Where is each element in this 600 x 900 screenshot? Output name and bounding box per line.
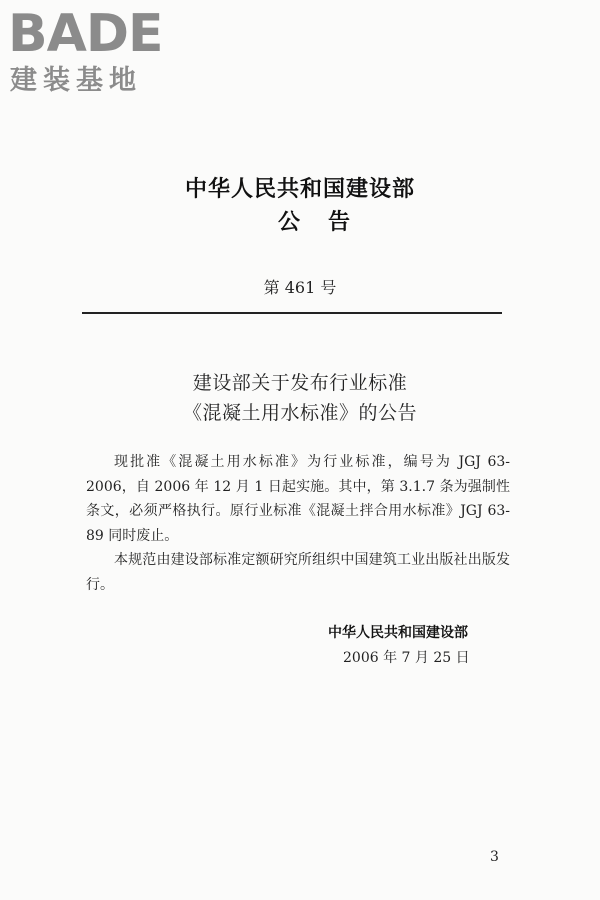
- body-paragraph-1: 现批准《混凝土用水标准》为行业标准，编号为 JGJ 63-2006，自 2006 年 12 月 1 日起实施。其中，第 3.1.7 条为强制性条文，必须严格执行。原行业标准《混凝土拌合用水标准》JGJ 63-89 同时废止。: [86, 454, 510, 544]
- bade-logo: [8, 6, 188, 101]
- announcement-number: 第 461 号: [263, 278, 337, 297]
- subject-line-2: 《混凝土用水标准》的公告: [182, 402, 417, 424]
- issuer-title: 中华人民共和国建设部: [184, 176, 415, 202]
- logo-wordmark: BADE: [8, 4, 163, 64]
- signature-date: 2006 年 7 月 25 日: [343, 650, 470, 666]
- subject-line-1: 建设部关于发布行业标准: [192, 372, 408, 394]
- body-paragraph-2: 本规范由建设部标准定额研究所组织中国建筑工业出版社出版发行。: [86, 552, 510, 593]
- page-number: 3: [490, 849, 499, 865]
- signer-name: 中华人民共和国建设部: [328, 625, 468, 641]
- document-type: 公告: [277, 209, 378, 235]
- header-divider: [82, 312, 502, 314]
- logo-subtitle: 建装基地: [10, 65, 142, 96]
- announcement-body: [86, 450, 510, 597]
